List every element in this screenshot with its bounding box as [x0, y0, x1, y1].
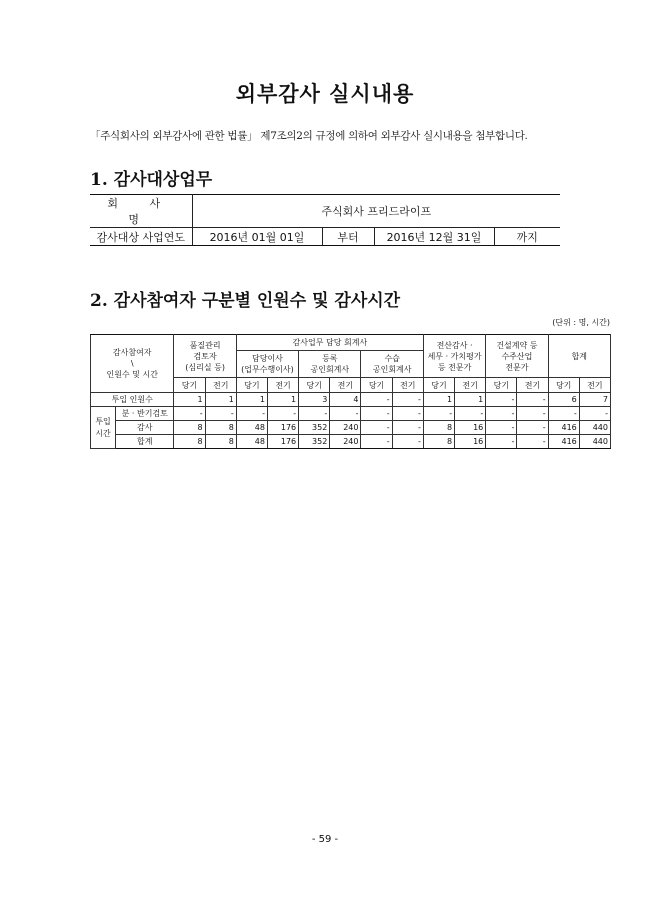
review-cell: -: [517, 407, 548, 421]
period-end: 2016년 12월 31일: [374, 228, 494, 246]
period-start: 2016년 01월 01일: [192, 228, 322, 246]
total-cell: 8: [205, 435, 236, 449]
prior-label: 전기: [579, 378, 610, 393]
review-label: 분 · 반기검토: [116, 407, 174, 421]
total-cell: -: [517, 435, 548, 449]
total-cell: 16: [455, 435, 486, 449]
review-cell: -: [486, 407, 517, 421]
headcount-cell: 1: [174, 393, 205, 407]
review-cell: -: [236, 407, 267, 421]
audit-cell: 440: [579, 421, 610, 435]
period-from: 부터: [322, 228, 374, 246]
headcount-cell: -: [392, 393, 423, 407]
total-cell: 8: [174, 435, 205, 449]
period-to: 까지: [494, 228, 560, 246]
headcount-cell: 1: [205, 393, 236, 407]
audit-cell: -: [517, 421, 548, 435]
review-cell: -: [299, 407, 330, 421]
headcount-cell: -: [486, 393, 517, 407]
audit-cell: 416: [548, 421, 579, 435]
audit-cell: 8: [423, 421, 454, 435]
period-label: 감사대상 사업연도: [90, 228, 192, 246]
current-label: 당기: [486, 378, 517, 393]
prior-label: 전기: [205, 378, 236, 393]
headcount-cell: -: [517, 393, 548, 407]
total-header: 합계: [548, 335, 610, 378]
headcount-row: [91, 393, 611, 407]
headcount-cell: 1: [236, 393, 267, 407]
review-cell: -: [548, 407, 579, 421]
review-cell: -: [330, 407, 361, 421]
partner-header: 담당이사 (업무수행이사): [236, 351, 298, 378]
headcount-label: 투입 인원수: [91, 393, 174, 407]
company-label: 회 사 명: [90, 195, 192, 228]
company-name: 주식회사 프리드라이프: [192, 195, 560, 228]
total-cell: -: [361, 435, 392, 449]
current-label: 당기: [423, 378, 454, 393]
headcount-cell: -: [361, 393, 392, 407]
total-cell: 48: [236, 435, 267, 449]
current-label: 당기: [361, 378, 392, 393]
audit-target-table: [90, 194, 560, 246]
audit-cell: 8: [205, 421, 236, 435]
corner-header: 감사참여자 \ 인원수 및 시간: [91, 335, 174, 393]
current-label: 당기: [174, 378, 205, 393]
document-title: 외부감사 실시내용: [235, 81, 415, 106]
total-cell: 416: [548, 435, 579, 449]
prior-label: 전기: [455, 378, 486, 393]
current-label: 당기: [548, 378, 579, 393]
review-cell: -: [205, 407, 236, 421]
headcount-cell: 4: [330, 393, 361, 407]
total-cell: 8: [423, 435, 454, 449]
audit-cell: 16: [455, 421, 486, 435]
it-expert-header: 전산감사 · 세무 · 가치평가 등 전문가: [423, 335, 485, 378]
headcount-cell: 6: [548, 393, 579, 407]
period-row: [90, 228, 560, 246]
review-cell: -: [579, 407, 610, 421]
audit-cell: -: [486, 421, 517, 435]
audit-cell: 48: [236, 421, 267, 435]
audit-cell: -: [392, 421, 423, 435]
company-row: [90, 195, 560, 228]
total-cell: 352: [299, 435, 330, 449]
headcount-cell: 7: [579, 393, 610, 407]
current-label: 당기: [236, 378, 267, 393]
audit-cell: 8: [174, 421, 205, 435]
total-row: [91, 435, 611, 449]
trainee-cpa-header: 수습 공인회계사: [361, 351, 423, 378]
review-cell: -: [267, 407, 298, 421]
unit-note: (단위 : 명, 시간): [552, 318, 610, 327]
prior-label: 전기: [330, 378, 361, 393]
total-cell: -: [486, 435, 517, 449]
audit-cpa-group-header: 감사업무 담당 회계사: [236, 335, 423, 351]
audit-label: 감사: [116, 421, 174, 435]
intro-text: 「주식회사의 외부감사에 관한 법률」 제7조의2의 규정에 의하여 외부감사 실시내용을 첨부합니다.: [90, 130, 528, 142]
review-cell: -: [361, 407, 392, 421]
review-cell: -: [423, 407, 454, 421]
construction-expert-header: 건설계약 등 수주산업 전문가: [486, 335, 548, 378]
audit-hours-table: [90, 334, 611, 449]
total-cell: 240: [330, 435, 361, 449]
review-cell: -: [174, 407, 205, 421]
headcount-cell: 1: [267, 393, 298, 407]
page-number: - 59 -: [311, 834, 339, 845]
prior-label: 전기: [392, 378, 423, 393]
review-cell: -: [392, 407, 423, 421]
audit-cell: 240: [330, 421, 361, 435]
headcount-cell: 1: [423, 393, 454, 407]
input-time-label: 투입 시간: [91, 407, 116, 449]
total-label: 합계: [116, 435, 174, 449]
current-label: 당기: [299, 378, 330, 393]
total-cell: 440: [579, 435, 610, 449]
quality-reviewer-header: 품질관리 검토자 (심리실 등): [174, 335, 236, 378]
audit-cell: 352: [299, 421, 330, 435]
headcount-cell: 3: [299, 393, 330, 407]
section1-heading: 1. 감사대상업무: [90, 170, 213, 190]
audit-cell: -: [361, 421, 392, 435]
section2-heading: 2. 감사참여자 구분별 인원수 및 감사시간: [90, 291, 401, 311]
headcount-cell: 1: [455, 393, 486, 407]
total-cell: -: [392, 435, 423, 449]
review-cell: -: [455, 407, 486, 421]
header-row-1: [91, 335, 611, 351]
prior-label: 전기: [517, 378, 548, 393]
prior-label: 전기: [267, 378, 298, 393]
audit-row: [91, 421, 611, 435]
audit-cell: 176: [267, 421, 298, 435]
registered-cpa-header: 등록 공인회계사: [299, 351, 361, 378]
review-row: [91, 407, 611, 421]
total-cell: 176: [267, 435, 298, 449]
